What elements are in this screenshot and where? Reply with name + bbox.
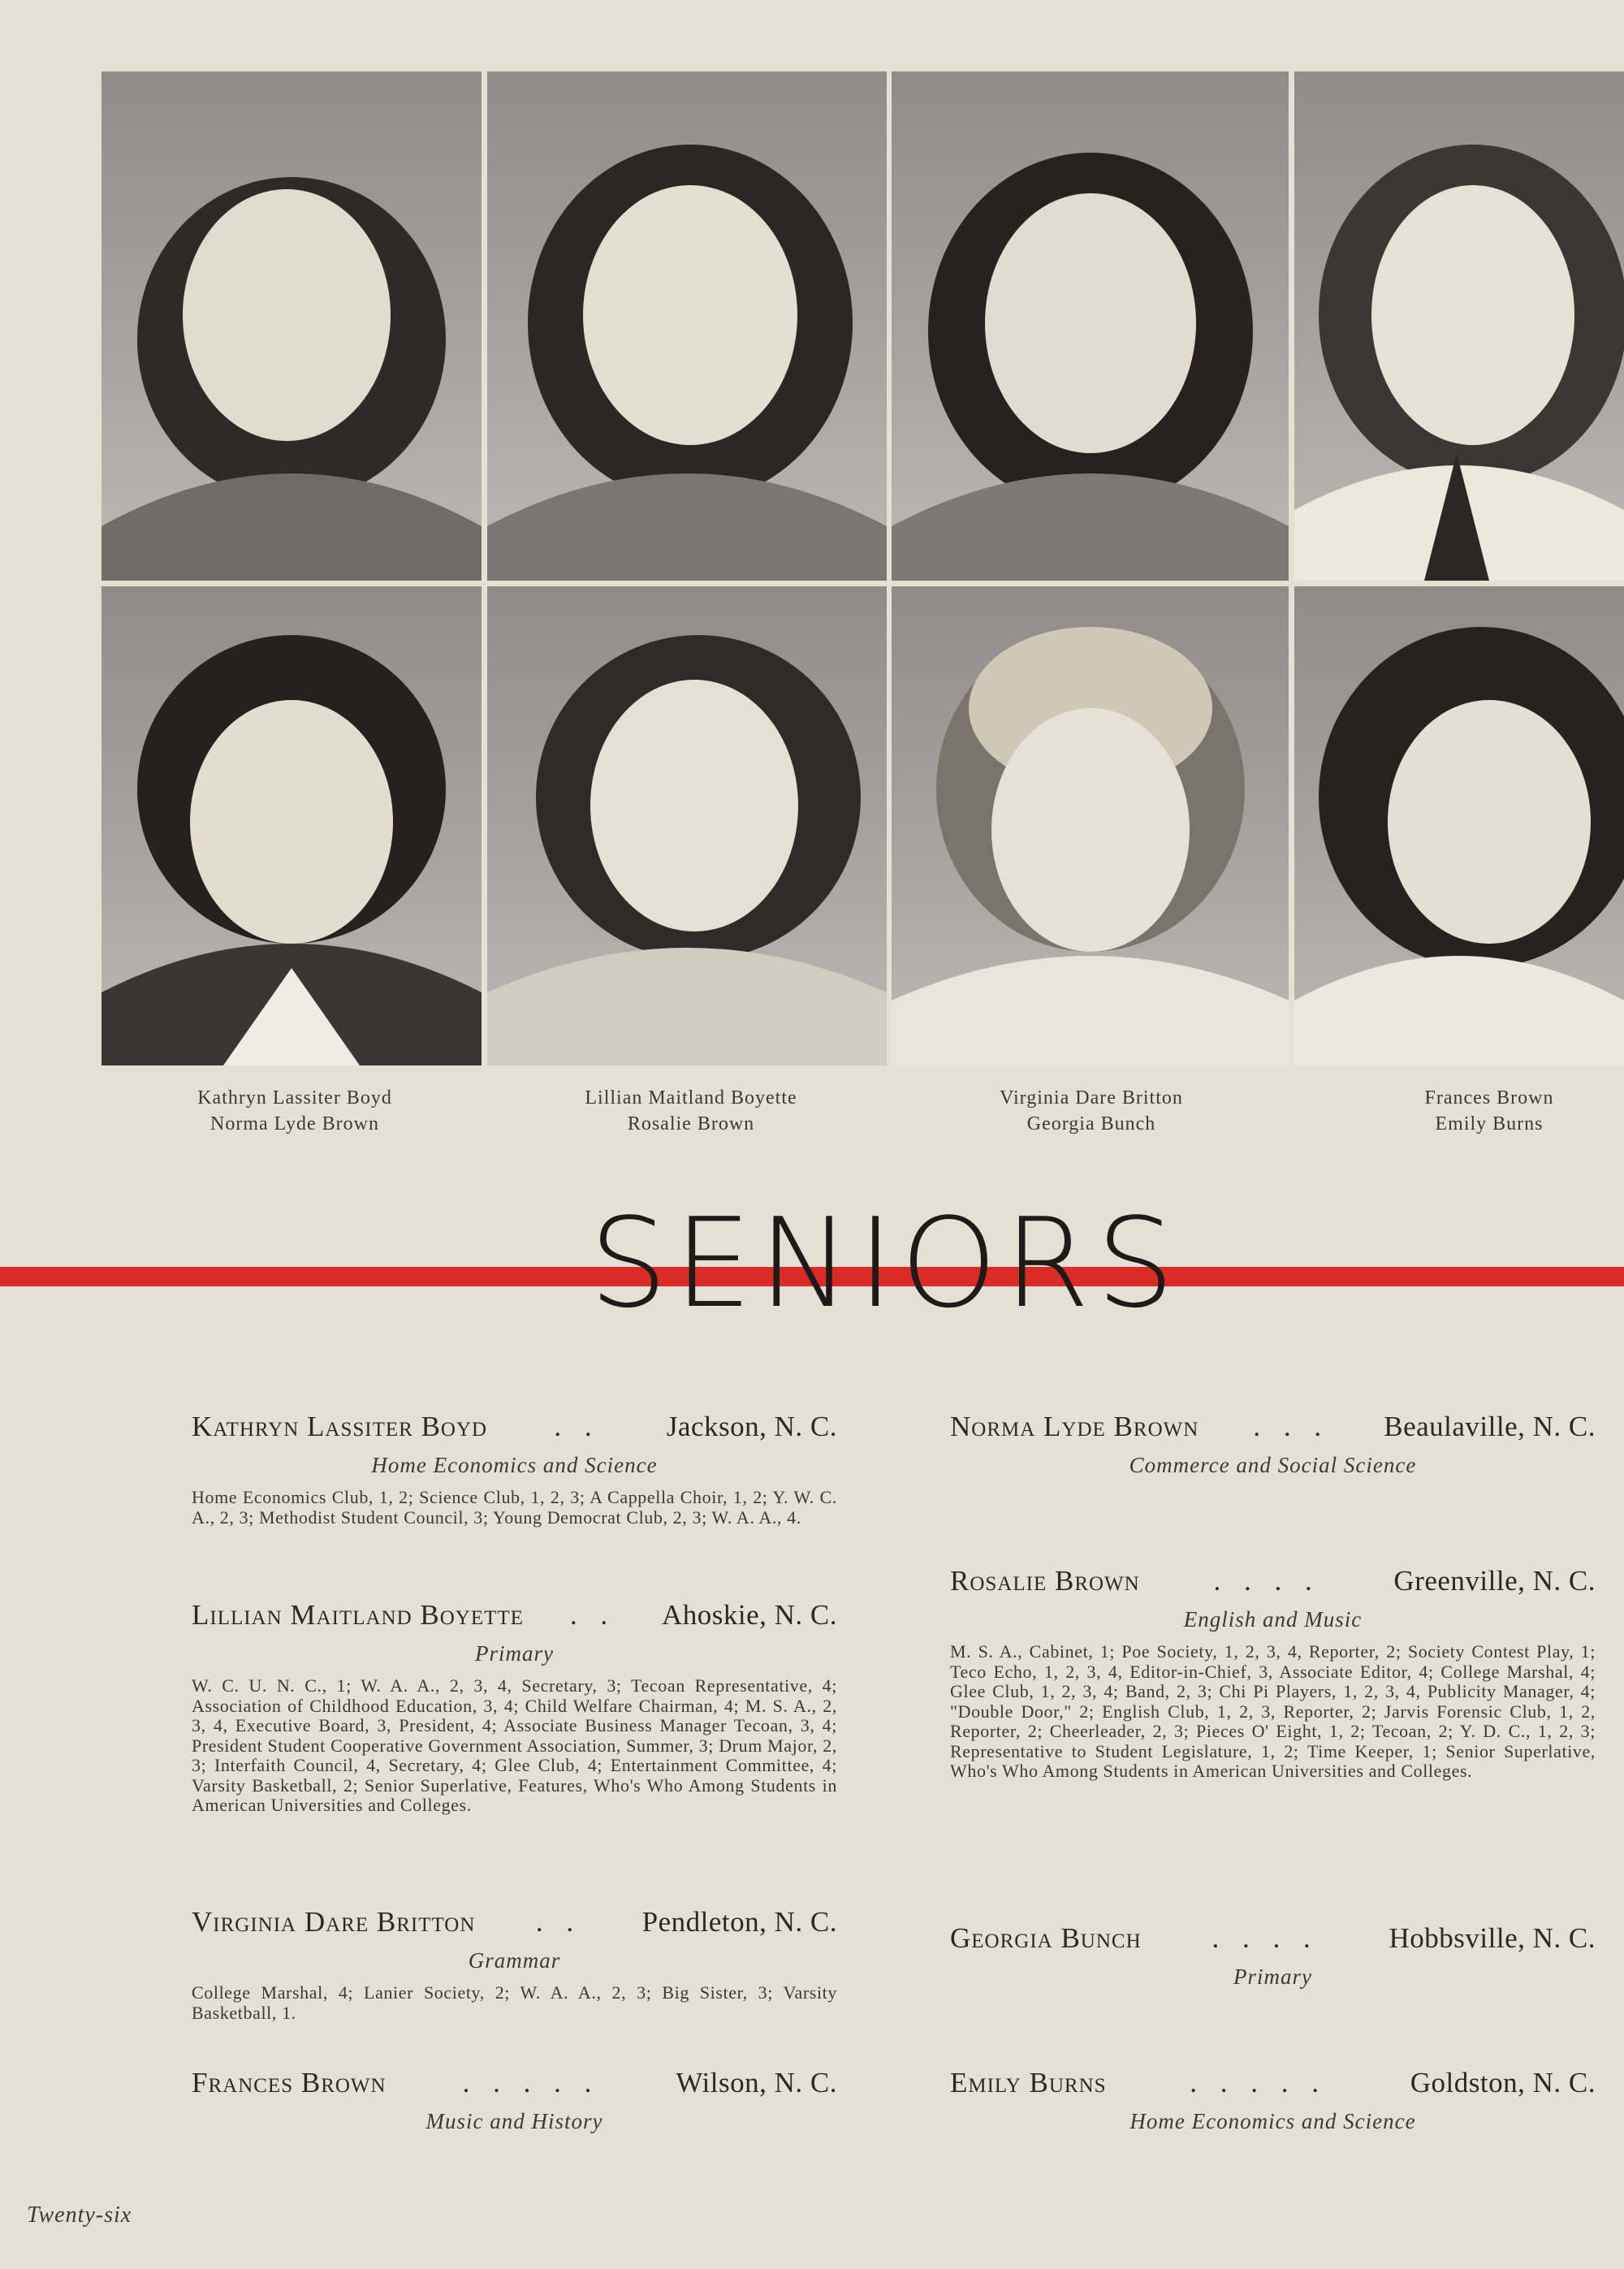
- photo-caption: [1302, 1085, 1624, 1137]
- senior-name: Kathryn Lassiter Boyd: [192, 1411, 488, 1442]
- caption-line: Kathryn Lassiter Boyd: [197, 1087, 392, 1109]
- senior-name: Virginia Dare Britton: [192, 1906, 476, 1938]
- senior-entry: [192, 1597, 837, 1816]
- photo-caption: [504, 1085, 878, 1137]
- portrait-photo: [487, 586, 887, 1065]
- caption-line: Emily Burns: [1435, 1113, 1544, 1134]
- hometown: Ahoskie, N. C.: [661, 1599, 837, 1631]
- caption-line: Lillian Maitland Boyette: [585, 1087, 797, 1109]
- photo-caption: [905, 1085, 1278, 1137]
- portrait-photo: [892, 586, 1289, 1065]
- senior-entry: [192, 1904, 837, 2023]
- leader-dots: . . . . .: [462, 2067, 600, 2098]
- portrait-photo: [102, 71, 482, 581]
- senior-entry: [192, 2064, 837, 2139]
- senior-name: Frances Brown: [192, 2067, 387, 2098]
- senior-name: Emily Burns: [950, 2067, 1107, 2098]
- caption-line: Frances Brown: [1424, 1087, 1554, 1109]
- leader-dots: . . . .: [1213, 1565, 1320, 1597]
- leader-dots: . .: [535, 1906, 582, 1938]
- senior-entry: [950, 1920, 1596, 1995]
- caption-line: Norma Lyde Brown: [210, 1113, 379, 1134]
- portrait-photo: [1294, 71, 1624, 581]
- major: Primary: [475, 1641, 554, 1666]
- hometown: Goldston, N. C.: [1410, 2067, 1596, 2098]
- senior-entry: [950, 2064, 1596, 2139]
- activities: W. C. U. N. C., 1; W. A. A., 2, 3, 4, Secretary, 3; Tecoan Representative, 4; Association of Childhood Education, 3, 4; Child Welfare Chairman, 4; M. S. A., 2, 3, 4, Executive Board, 3, President, 4; Associate Business Manager Tecoan, 3, 4; President Student Cooperative Government Association, Summer, 3; Drum Major, 2, 3; Interfaith Council, 4, Secretary, 4; Glee Club, 4; Entertainment Committee, 4; Varsity Basketball, 2; Senior Superlative, Features, Who's Who Among Students in American Universities and Colleges.: [192, 1675, 837, 1815]
- senior-entry: [950, 1408, 1596, 1483]
- senior-name: Norma Lyde Brown: [950, 1411, 1199, 1442]
- major: Music and History: [425, 2109, 603, 2133]
- caption-line: Georgia Bunch: [1026, 1113, 1156, 1134]
- major: Commerce and Social Science: [1129, 1453, 1417, 1477]
- leader-dots: . . . . .: [1190, 2067, 1328, 2098]
- hometown: Greenville, N. C.: [1393, 1565, 1596, 1597]
- major: Home Economics and Science: [1129, 2109, 1416, 2133]
- portrait-photo: [487, 71, 887, 581]
- senior-name: Georgia Bunch: [950, 1922, 1142, 1954]
- activities: College Marshal, 4; Lanier Society, 2; W. A. A., 2, 3; Big Sister, 3; Varsity Basketball, 1.: [192, 1982, 837, 2023]
- hometown: Pendleton, N. C.: [641, 1906, 837, 1938]
- major: Home Economics and Science: [371, 1453, 658, 1477]
- caption-line: Virginia Dare Britton: [1000, 1087, 1183, 1109]
- photo-caption: [108, 1085, 482, 1137]
- page-number: Twenty-six: [27, 2202, 132, 2228]
- entry-heading: [192, 1597, 837, 1634]
- portrait-photo: [892, 71, 1289, 581]
- senior-name: Rosalie Brown: [950, 1565, 1140, 1597]
- senior-name: Lillian Maitland Boyette: [192, 1599, 524, 1631]
- entry-heading: [192, 1904, 837, 1941]
- major: Grammar: [468, 1948, 561, 1973]
- senior-entry: [950, 1562, 1596, 1782]
- leader-dots: . . . .: [1212, 1922, 1319, 1954]
- senior-entry: [192, 1408, 837, 1528]
- portrait-photo: [102, 586, 482, 1065]
- entry-heading: [192, 2064, 837, 2102]
- entry-heading: [950, 1920, 1596, 1957]
- activities: Home Economics Club, 1, 2; Science Club, 1, 2, 3; A Cappella Choir, 1, 2; Y. W. C. A., 2, 3; Methodist Student Council, 3; Young Democrat Club, 2, 3; W. A. A., 4.: [192, 1487, 837, 1528]
- leader-dots: . .: [569, 1599, 616, 1631]
- hometown: Hobbsville, N. C.: [1389, 1922, 1596, 1954]
- portrait-photo: [1294, 586, 1624, 1065]
- leader-dots: . . .: [1253, 1411, 1330, 1442]
- entry-heading: [192, 1408, 837, 1446]
- hometown: Jackson, N. C.: [666, 1411, 837, 1442]
- caption-line: Rosalie Brown: [627, 1113, 755, 1134]
- hometown: Wilson, N. C.: [676, 2067, 837, 2098]
- major: English and Music: [1183, 1607, 1363, 1632]
- entry-heading: [950, 1562, 1596, 1600]
- hometown: Beaulaville, N. C.: [1384, 1411, 1596, 1442]
- section-title: SENIORS: [589, 1191, 1181, 1335]
- activities: M. S. A., Cabinet, 1; Poe Society, 1, 2, 3, 4, Reporter, 2; Society Contest Play, 1; Teco Echo, 1, 2, 3, 4, Editor-in-Chief, 3, Associate Editor, 4; College Marshal, 4; Glee Club, 1, 2, 3, 4; Band, 2, 3; Chi Pi Players, 1, 2, 3, 4, Publicity Manager, 4; "Double Door," 2; English Club, 1, 2, 3, Reporter, 2; Jarvis Forensic Club, 1, 2, Reporter, 2; Cheerleader, 2, 3; Pieces O' Eight, 1, 2; Tecoan, 2; Y. D. C., 1, 2, 3; Representative to Student Legislature, 1, 2; Time Keeper, 1; Senior Superlative, Who's Who Among Students in American Universities and Colleges.: [950, 1641, 1596, 1781]
- leader-dots: . .: [554, 1411, 600, 1442]
- entry-heading: [950, 1408, 1596, 1446]
- entry-heading: [950, 2064, 1596, 2102]
- major: Primary: [1233, 1964, 1312, 1989]
